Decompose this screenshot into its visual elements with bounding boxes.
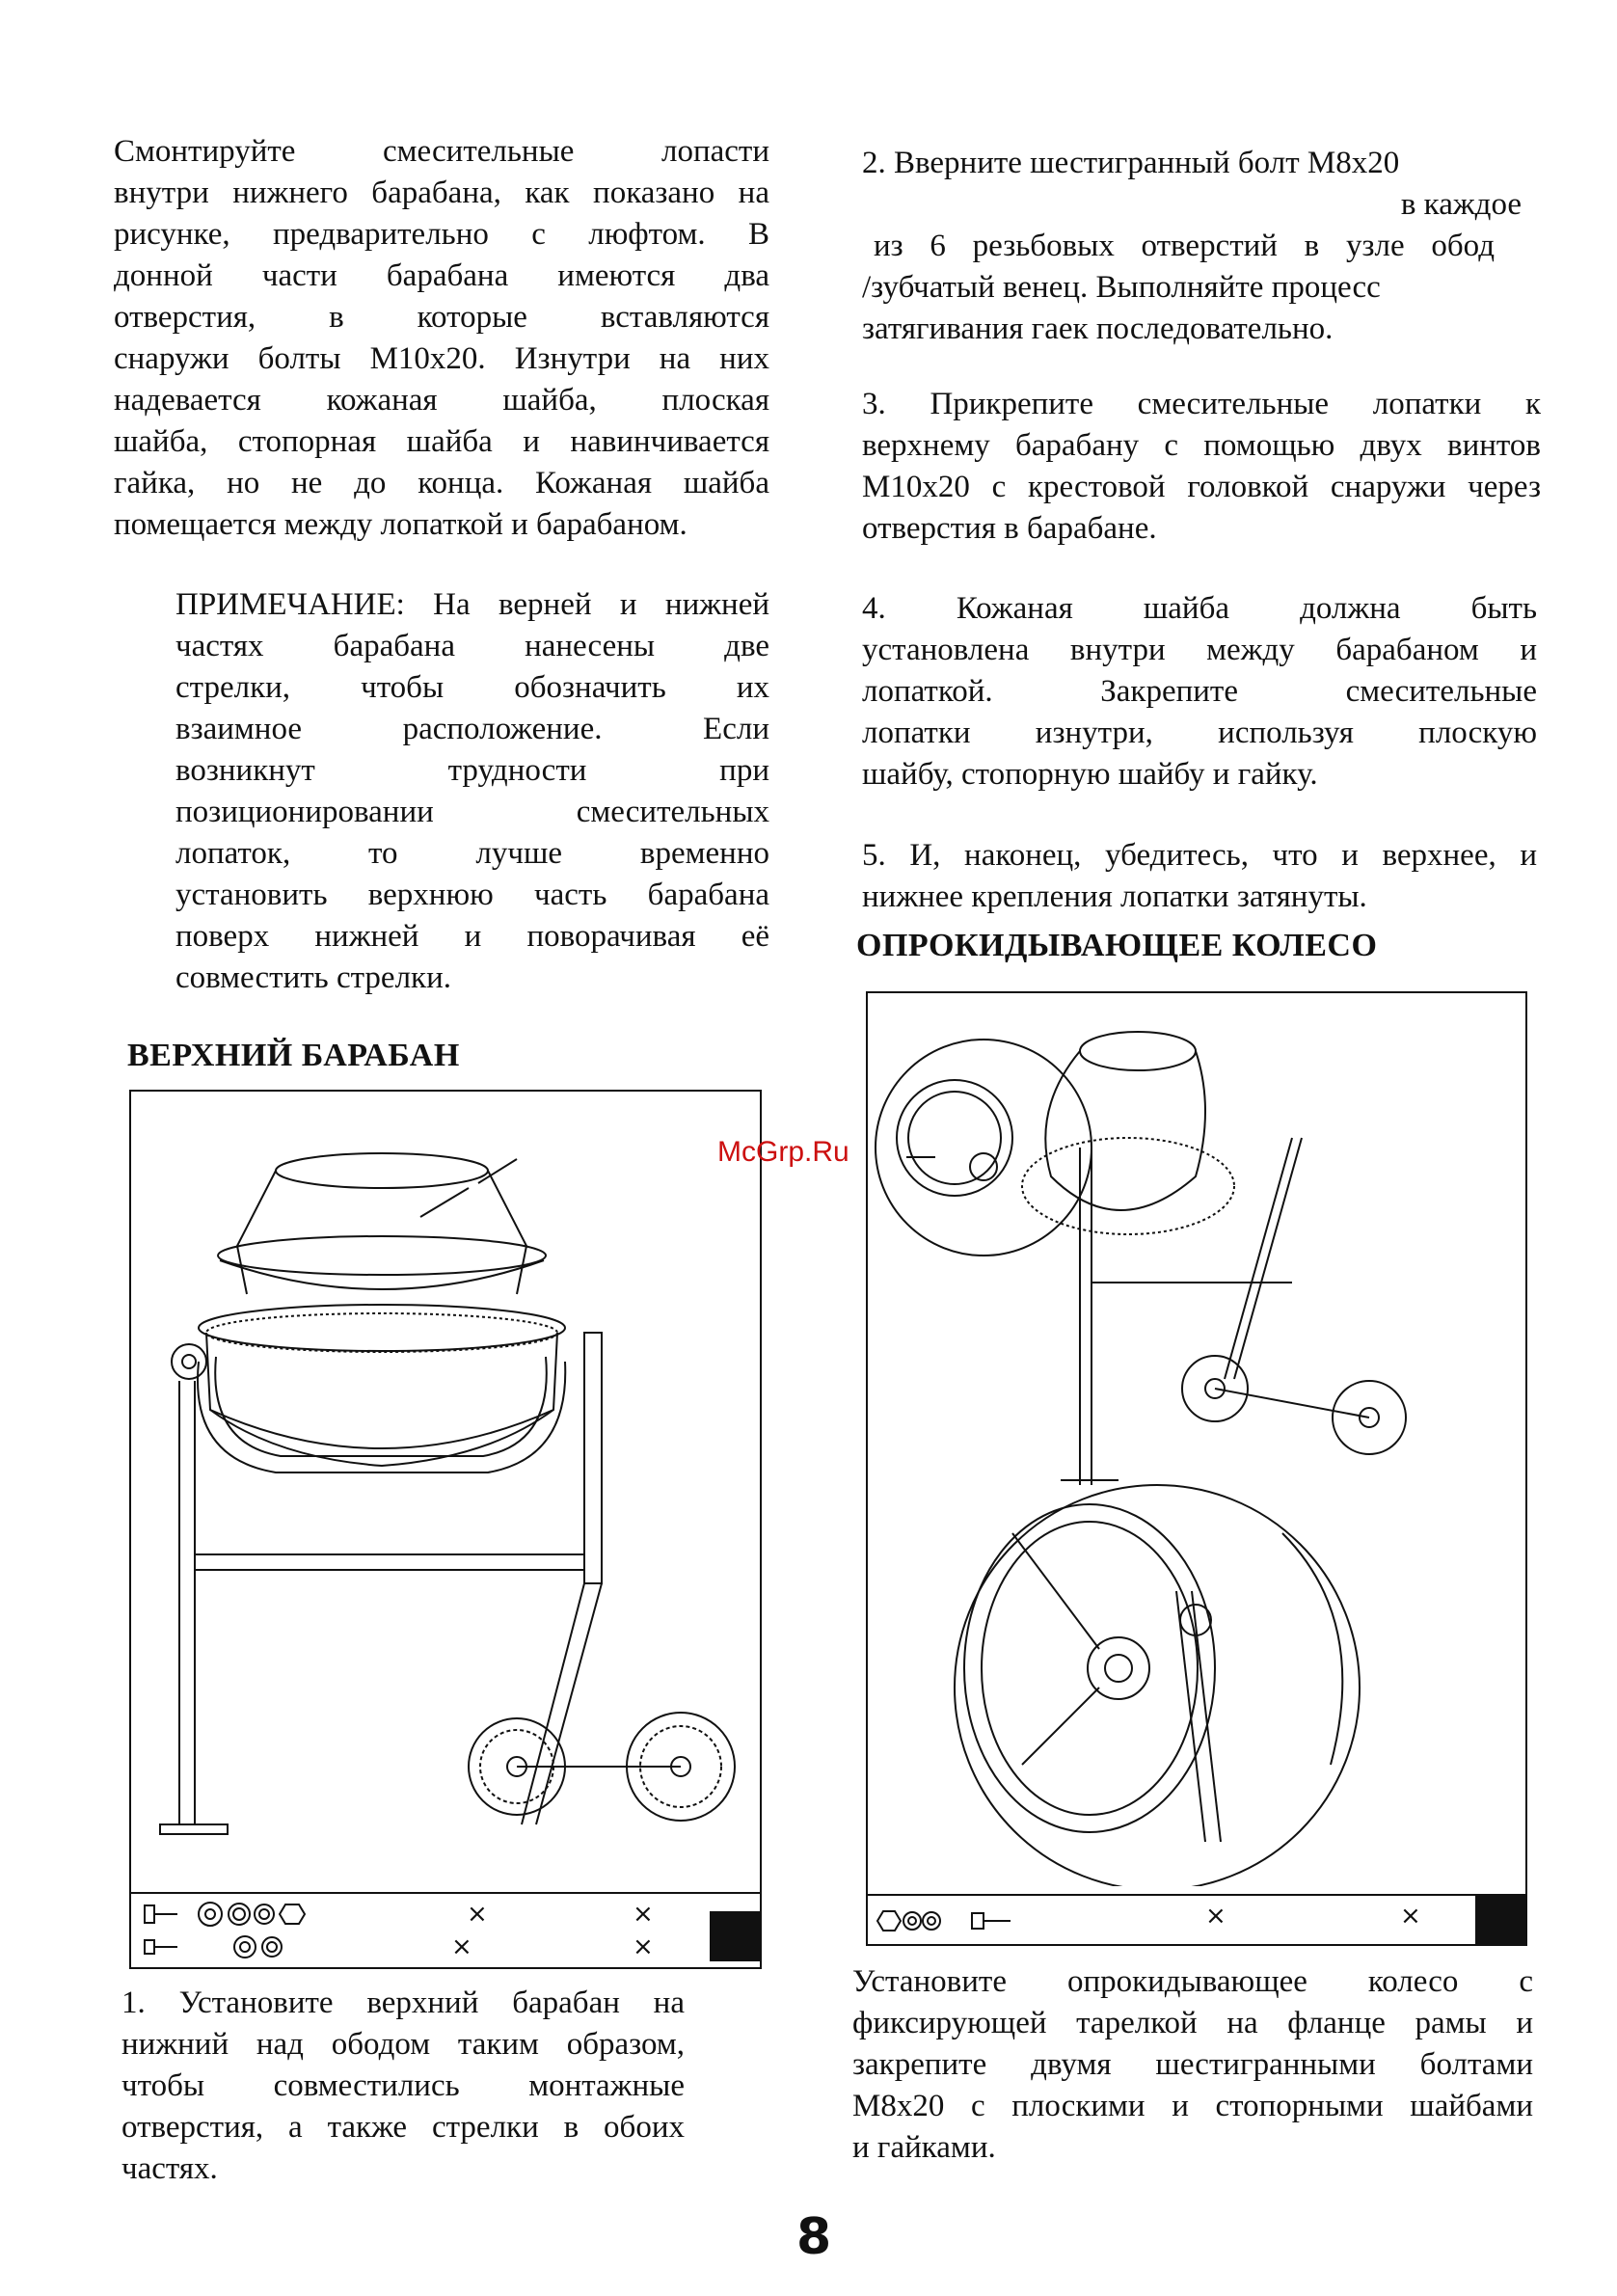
note-paragraph: ПРИМЕЧАНИЕ: На верней и нижней частях барабана нанесены две стрелки, чтобы обозначить их взаимное расположение. Если возникнут трудности при позиционировании смесительных лопаток, то лучше временно установить верхнюю часть барабана поверх нижней и поворачивая её совместить стрелки. [175,587,769,995]
upper-drum-heading: ВЕРХНИЙ БАРАБАН [127,1038,460,1073]
parts-black-box [710,1911,760,1961]
quantity-mark: × [1205,1902,1226,1931]
step-3-text: 3. Прикрепите смесительные лопатки к верхнему барабану с помощью двух винтов M10x20 с крестовой головкой снаружи через отверстия в барабане. [862,387,1541,546]
step-2-text: 2. Вверните шестигранный болт M8x20 в каждое из 6 резьбовых отверстий в узле обод /зубчатый венец. Выполняйте процесс затягивания гаек последовательно. [862,146,1522,346]
quantity-mark: × [1400,1902,1421,1931]
watermark: McGrp.Ru [717,1136,849,1168]
tipping-wheel-heading: ОПРОКИДЫВАЮЩЕЕ КОЛЕСО [856,928,1378,963]
step-1-text: 1. Установите верхний барабан на нижний над ободом таким образом, чтобы совместились монтажные отверстия, а также стрелки в обоих частях. [121,1985,685,2186]
step-4-text: 4. Кожаная шайба должна быть установлена внутри между барабаном и лопаткой. Закрепите смесительные лопатки изнутри, используя плоскую шайбу, стопорную шайбу и гайку. [862,591,1537,792]
upper-drum-figure [129,1090,762,1969]
tipping-wheel-caption: Установите опрокидывающее колесо с фиксирующей тарелкой на фланце рамы и закрепите двумя шестигранными болтами M8x20 с плоскими и стопорными шайбами и гайками. [852,1964,1533,2165]
tipping-wheel-illustration [868,993,1525,1886]
tipping-wheel-figure [866,991,1527,1946]
parts-black-box [1475,1896,1525,1944]
quantity-mark: × [467,1900,488,1929]
nut-washer-bolt-icons [876,1898,1039,1942]
step-5-text: 5. И, наконец, убедитесь, что и верхнее, и нижнее крепления лопатки затянуты. [862,838,1537,914]
parts-bar [131,1892,760,1967]
intro-paragraph: Смонтируйте смесительные лопасти внутри нижнего барабана, как показано на рисунке, предварительно с люфтом. В донной части барабана имеются два отверстия, в которые вставляются снаружи болты M10x20. Изнутри на них надевается кожаная шайба, плоская шайба, стопорная шайба и навинчивается гайка, но не до конца. Кожаная шайба помещается между лопаткой и барабаном. [114,134,769,542]
bolt-washer-nut-icons [139,1898,361,1965]
mixer-upper-drum-illustration [131,1092,760,1890]
quantity-mark: × [633,1932,654,1961]
quantity-mark: × [451,1932,472,1961]
quantity-mark: × [633,1900,654,1929]
parts-bar [868,1894,1525,1944]
page-number: 8 [796,2208,832,2266]
